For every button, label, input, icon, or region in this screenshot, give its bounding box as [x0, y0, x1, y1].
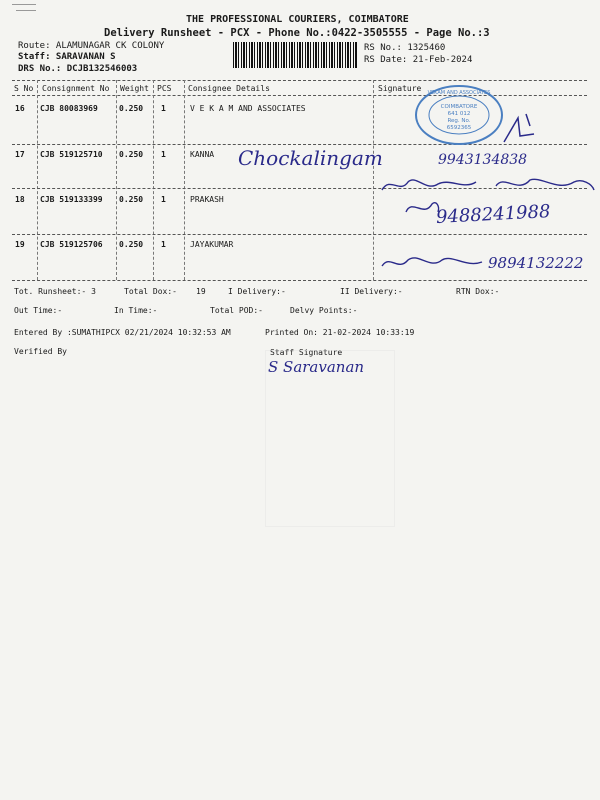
stamp-ring-text: VEKAM AND ASSOCIATES	[427, 90, 491, 96]
ii-delivery: II Delivery:-	[340, 287, 403, 296]
stamp-reg-no: 6592365	[446, 125, 472, 131]
table-top-rule	[12, 80, 587, 81]
company-stamp	[414, 84, 504, 146]
row-weight: 0.250	[119, 195, 144, 204]
barcode	[233, 42, 358, 68]
row-pcs: 1	[161, 195, 166, 204]
col-weight: Weight	[120, 84, 149, 93]
stamp-reg: Reg. No.	[447, 118, 471, 124]
total-pod: Total POD:-	[210, 306, 263, 315]
col-separator	[37, 80, 38, 280]
stamp-pin: 641 012	[447, 111, 471, 117]
staff-signature: S Saravanan	[268, 358, 365, 376]
total-dox-value: 19	[196, 287, 206, 296]
row-weight: 0.250	[119, 104, 144, 113]
row-pcs: 1	[161, 104, 166, 113]
handwritten-name: Chockalingam	[238, 146, 383, 170]
row-consignment: CJB 519125710	[40, 150, 103, 159]
signature-scribble	[500, 112, 540, 148]
row-weight: 0.250	[119, 150, 144, 159]
col-separator	[116, 80, 117, 280]
out-time: Out Time:-	[14, 306, 63, 315]
handwritten-phone: 9943134838	[438, 152, 528, 168]
corner-mark	[16, 10, 36, 11]
row-sno: 16	[15, 104, 25, 113]
staff-signature-label: Staff Signature	[270, 348, 343, 357]
row-consignee: KANNA	[190, 150, 215, 159]
row-consignment: CJB 80083969	[40, 104, 98, 113]
table-bottom-rule	[12, 280, 587, 281]
printed-on: Printed On: 21-02-2024 10:33:19	[265, 328, 415, 337]
rtn-dox: RTN Dox:-	[456, 287, 500, 296]
bleed-through-box	[265, 350, 395, 527]
runsheet-subtitle: Delivery Runsheet - PCX - Phone No.:0422-3505555 - Page No.:3	[104, 27, 490, 39]
col-separator	[184, 80, 185, 280]
col-separator	[373, 80, 374, 280]
rs-date: RS Date: 21-Feb-2024	[364, 55, 473, 65]
row-sno: 18	[15, 195, 25, 204]
corner-mark	[12, 4, 36, 5]
staff-label: Staff: SARAVANAN S	[18, 52, 116, 62]
total-dox-label: Total Dox:-	[124, 287, 177, 296]
col-signature: Signature	[378, 84, 422, 93]
row-consignee: JAYAKUMAR	[190, 240, 234, 249]
i-delivery: I Delivery:-	[228, 287, 286, 296]
col-pcs: PCS	[157, 84, 172, 93]
entered-by: Entered By :SUMATHIPCX 02/21/2024 10:32:53 AM	[14, 328, 231, 337]
row-consignee: PRAKASH	[190, 195, 224, 204]
rs-number: RS No.: 1325460	[364, 43, 446, 53]
row-sno: 17	[15, 150, 25, 159]
col-separator	[153, 80, 154, 280]
verified-by: Verified By	[14, 347, 67, 356]
tot-runsheet: Tot. Runsheet:- 3	[14, 287, 96, 296]
row-weight: 0.250	[119, 240, 144, 249]
row-pcs: 1	[161, 150, 166, 159]
col-consignee: Consignee Details	[188, 84, 270, 93]
handwritten-phone: 9894132222	[488, 254, 584, 272]
row-consignment: CJB 519133399	[40, 195, 103, 204]
row-sno: 19	[15, 240, 25, 249]
route-label: Route: ALAMUNAGAR CK COLONY	[18, 41, 165, 51]
row-consignment: CJB 519125706	[40, 240, 103, 249]
col-sno: S No	[14, 84, 34, 93]
row-rule	[12, 234, 587, 235]
drs-label: DRS No.: DCJB132546003	[18, 64, 138, 74]
company-title: THE PROFESSIONAL COURIERS, COIMBATORE	[186, 14, 409, 25]
row-consignee: V E K A M AND ASSOCIATES	[190, 104, 306, 113]
col-consignment: Consignment No	[42, 84, 110, 93]
handwritten-phone: 9488241988	[435, 201, 552, 228]
tamil-signature	[378, 250, 486, 274]
row-pcs: 1	[161, 240, 166, 249]
tamil-signature	[378, 172, 598, 198]
stamp-city: COIMBATORE	[440, 104, 478, 110]
in-time: In Time:-	[114, 306, 158, 315]
delvy-points: Delvy Points:-	[290, 306, 358, 315]
